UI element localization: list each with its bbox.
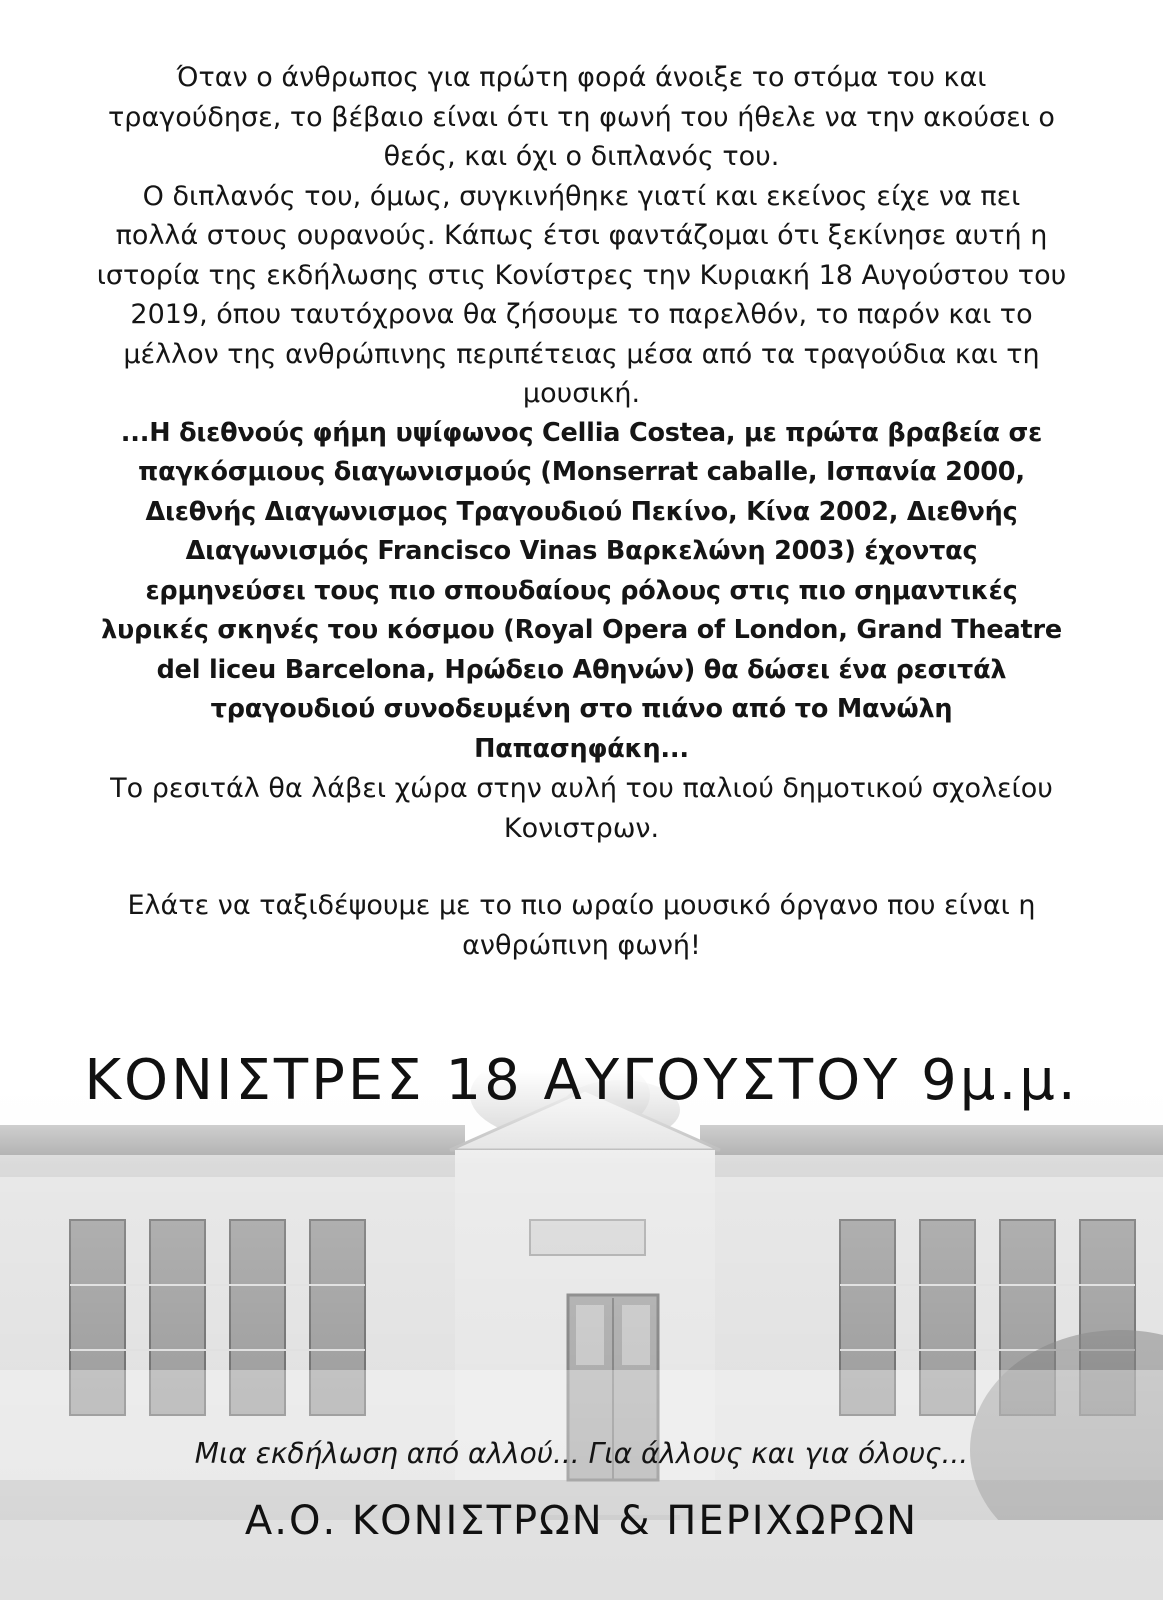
- announcement-text: [90, 58, 1073, 965]
- soprano-paragraph: ...Η διεθνούς φήμη υψίφωνος Cellia Costea, με πρώτα βραβεία σε παγκόσμιους διαγωνισμούς (Monserrat caballe, Ισπανία 2000, Διεθνής Διαγωνισμος Τραγουδιού Πεκίνο, Κίνα 2002, Διεθνής Διαγωνισμός Francisco Vinas Βαρκελώνη 2003) έχοντας ερμηνεύσει τους πιο σπουδαίους ρόλους στις πιο σημαντικές λυρικές σκηνές του κόσμου (Royal Opera of London, Grand Theatre del liceu Barcelona, Ηρώδειο Αθηνών) θα δώσει ένα ρεσιτάλ τραγουδιού συνοδευμένη στο πιάνο από το Μανώλη Παπασηφάκη...: [101, 417, 1062, 764]
- invitation-paragraph: Ελάτε να ταξιδέψουμε με το πιο ωραίο μουσικό όργανο που είναι η ανθρώπινη φωνή!: [127, 890, 1036, 961]
- event-tagline: Μια εκδήλωση από αλλού... Για άλλους και για όλους...: [194, 1437, 969, 1470]
- event-headline: ΚΟΝΙΣΤΡΕΣ 18 ΑΥΓΟΥΣΤΟΥ 9μ.μ.: [84, 1048, 1079, 1113]
- intro-paragraph: Όταν ο άνθρωπος για πρώτη φορά άνοιξε το στόμα του και τραγούδησε, το βέβαιο είναι ότι τη φωνή του ήθελε να την ακούσει ο θεός, και όχι ο διπλανός του.: [108, 62, 1055, 172]
- story-paragraph: Ο διπλανός του, όμως, συγκινήθηκε γιατί και εκείνος είχε να πει πολλά στους ουρανούς. Κάπως έτσι φαντάζομαι ότι ξεκίνησε αυτή η ιστορία της εκδήλωσης στις Κονίστρες την Κυριακή 18 Αυγούστου του 2019, όπου ταυτόχρονα θα ζήσουμε το παρελθόν, το παρόν και το μέλλον της ανθρώπινης περιπέτειας μέσα από τα τραγούδια και τη μουσική.: [96, 180, 1067, 409]
- organizer-name: Α.Ο. ΚΟΝΙΣΤΡΩΝ & ΠΕΡΙΧΩΡΩΝ: [244, 1498, 919, 1544]
- venue-paragraph: Το ρεσιτάλ θα λάβει χώρα στην αυλή του παλιού δημοτικού σχολείου Κονιστρων.: [110, 773, 1053, 844]
